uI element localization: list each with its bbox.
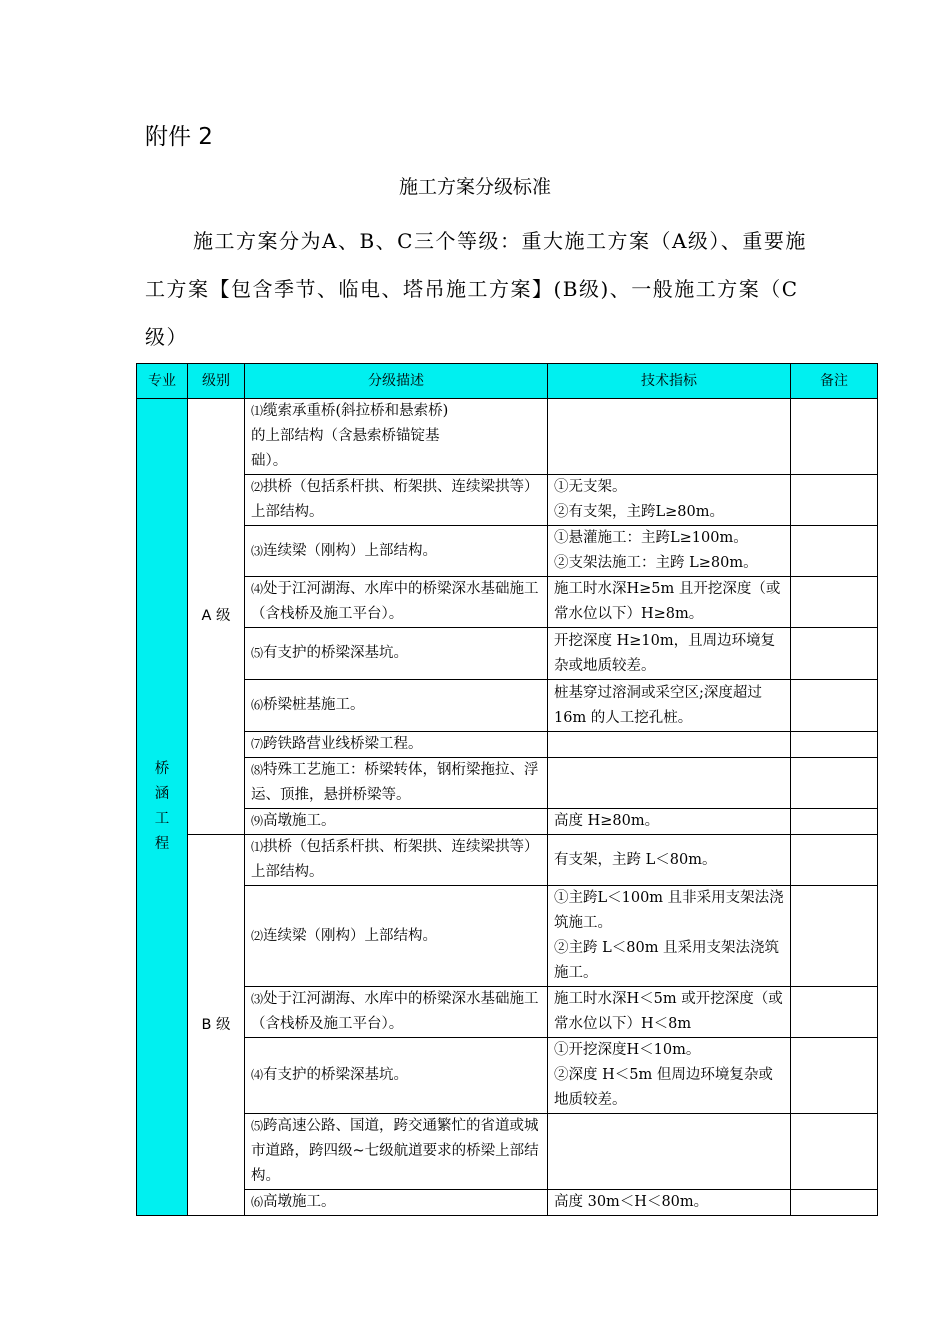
item-number: ⑶ <box>251 992 264 1006</box>
table-row <box>137 809 878 835</box>
description-cell: ⑴缆索承重桥(斜拉桥和悬索桥) 的上部结构（含悬索桥锚锭基 础）。 <box>245 399 548 475</box>
level-cell: B 级 <box>188 835 245 1216</box>
technical-index-cell: 桩基穿过溶洞或采空区;深度超过 16m 的人工挖孔桩。 <box>548 680 791 732</box>
table-row <box>137 1190 878 1216</box>
technical-index-cell <box>548 1114 791 1190</box>
item-number: ⑵ <box>251 480 264 494</box>
grading-table <box>136 363 878 1216</box>
description-cell: ⑶处于江河湖海、水库中的桥梁深水基础施工（含栈桥及施工平台）。 <box>245 987 548 1038</box>
specialty-label: 桥涵工程 <box>154 761 170 852</box>
level-cell: A 级 <box>188 399 245 835</box>
technical-index-cell: ①悬灌施工：主跨L≥100m。 ②支架法施工：主跨 L≥80m。 <box>548 526 791 577</box>
table-row <box>137 758 878 809</box>
technical-index-cell: 有支架，主跨 L＜80m。 <box>548 835 791 886</box>
description-cell: ⑼高墩施工。 <box>245 809 548 835</box>
description-cell: ⑶连续梁（刚构）上部结构。 <box>245 526 548 577</box>
table-row <box>137 680 878 732</box>
header-level: 级别 <box>188 364 245 399</box>
remarks-cell <box>791 399 878 475</box>
technical-index-cell: 施工时水深H≥5m 且开挖深度（或常水位以下）H≥8m。 <box>548 577 791 628</box>
description-cell: ⑸有支护的桥梁深基坑。 <box>245 628 548 680</box>
description-cell: ⑵连续梁（刚构）上部结构。 <box>245 886 548 987</box>
table-row <box>137 987 878 1038</box>
description-cell: ⑸跨高速公路、国道，跨交通繁忙的省道或城市道路，跨四级~七级航道要求的桥梁上部结构。 <box>245 1114 548 1190</box>
remarks-cell <box>791 680 878 732</box>
table-row <box>137 526 878 577</box>
item-number: ⑹ <box>251 698 264 712</box>
table-row <box>137 835 878 886</box>
table-row <box>137 628 878 680</box>
technical-index-cell: 高度 30m＜H＜80m。 <box>548 1190 791 1216</box>
header-remarks: 备注 <box>791 364 878 399</box>
technical-index-cell <box>548 399 791 475</box>
remarks-cell <box>791 1190 878 1216</box>
table-row <box>137 886 878 987</box>
remarks-cell <box>791 1114 878 1190</box>
item-number: ⑷ <box>251 1068 264 1082</box>
description-cell: ⑺跨铁路营业线桥梁工程。 <box>245 732 548 758</box>
item-number: ⑻ <box>251 763 264 777</box>
technical-index-cell: ①主跨L＜100m 且非采用支架法浇筑施工。 ②主跨 L＜80m 且采用支架法浇筑施工。 <box>548 886 791 987</box>
document-title: 施工方案分级标准 <box>398 176 551 198</box>
item-number: ⑹ <box>251 1195 264 1209</box>
table-body <box>137 399 878 1216</box>
description-cell: ⑷有支护的桥梁深基坑。 <box>245 1038 548 1114</box>
table-row <box>137 732 878 758</box>
remarks-cell <box>791 809 878 835</box>
description-cell: ⑵拱桥（包括系杆拱、桁架拱、连续梁拱等）上部结构。 <box>245 475 548 526</box>
technical-index-cell <box>548 758 791 809</box>
remarks-cell <box>791 758 878 809</box>
header-description: 分级描述 <box>245 364 548 399</box>
remarks-cell <box>791 886 878 987</box>
specialty-cell <box>137 399 188 1216</box>
description-cell: ⑹桥梁桩基施工。 <box>245 680 548 732</box>
technical-index-cell: ①开挖深度H＜10m。 ②深度 H＜5m 但周边环境复杂或地质较差。 <box>548 1038 791 1114</box>
remarks-cell <box>791 835 878 886</box>
item-number: ⑷ <box>251 582 264 596</box>
intro-paragraph: 施工方案分为A、B、C三个等级：重大施工方案（A级）、重要施工方案【包含季节、临电、塔吊施工方案】(B级)、一般施工方案（C级） <box>145 229 807 349</box>
item-number: ⑴ <box>251 404 264 418</box>
item-number: ⑸ <box>251 646 264 660</box>
item-number: ⑸ <box>251 1119 264 1133</box>
header-specialty: 专业 <box>137 364 188 399</box>
table-header-row <box>137 364 878 399</box>
header-technical-index: 技术指标 <box>548 364 791 399</box>
remarks-cell <box>791 628 878 680</box>
remarks-cell <box>791 987 878 1038</box>
table-row <box>137 399 878 475</box>
description-cell: ⑹高墩施工。 <box>245 1190 548 1216</box>
remarks-cell <box>791 475 878 526</box>
item-number: ⑼ <box>251 814 264 828</box>
table-row <box>137 1038 878 1114</box>
table-row <box>137 577 878 628</box>
table-row <box>137 475 878 526</box>
technical-index-cell: 高度 H≥80m。 <box>548 809 791 835</box>
technical-index-cell: 开挖深度 H≥10m，且周边环境复杂或地质较差。 <box>548 628 791 680</box>
technical-index-cell: 施工时水深H＜5m 或开挖深度（或常水位以下）H＜8m <box>548 987 791 1038</box>
remarks-cell <box>791 526 878 577</box>
remarks-cell <box>791 577 878 628</box>
description-cell: ⑻特殊工艺施工：桥梁转体，钢桁梁拖拉、浮运、顶推，悬拼桥梁等。 <box>245 758 548 809</box>
technical-index-cell: ①无支架。 ②有支架，主跨L≥80m。 <box>548 475 791 526</box>
item-number: ⑴ <box>251 840 264 854</box>
technical-index-cell <box>548 732 791 758</box>
description-cell: ⑴拱桥（包括系杆拱、桁架拱、连续梁拱等）上部结构。 <box>245 835 548 886</box>
item-number: ⑶ <box>251 543 264 558</box>
table-row <box>137 1114 878 1190</box>
item-number: ⑺ <box>251 737 264 751</box>
annex-label: 附件 2 <box>145 124 213 150</box>
remarks-cell <box>791 1038 878 1114</box>
item-number: ⑵ <box>251 928 264 943</box>
description-cell: ⑷处于江河湖海、水库中的桥梁深水基础施工（含栈桥及施工平台）。 <box>245 577 548 628</box>
remarks-cell <box>791 732 878 758</box>
